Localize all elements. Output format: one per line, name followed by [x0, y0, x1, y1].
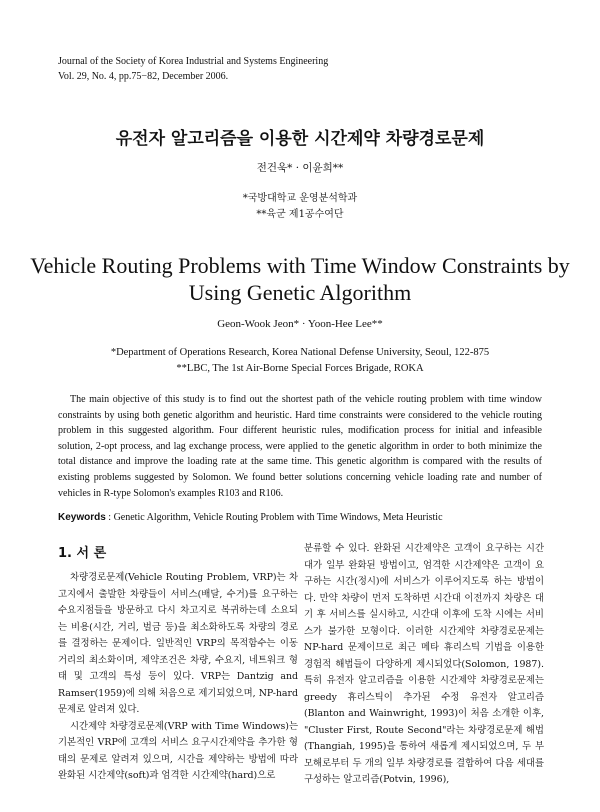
- korean-title: 유전자 알고리즘을 이용한 시간제약 차량경로문제: [115, 129, 485, 149]
- journal-name: Journal of the Society of Korea Industrial and Systems Engineering: [58, 56, 329, 67]
- paragraph: 분류할 수 있다. 완화된 시간제약은 고객이 요구하는 시간대가 일부 완화된 방법이고, 엄격한 시간제약은 고객이 요구하는 시간(정시)에 서비스가 이루어지도록 하는 방법이다. 만약 차량이 먼저 도착하면 시간대 이전까지 차량은 대기 후 서비스를 실시하고, 시간대 이후에 도착 시에는 서비스가 불가한 모형이다. 이러한 시간제약 차량경로문제는 NP-hard 문제이므로 최근 메타 휴리스틱 기법을 이용한 경험적 해법들이 다양하게 제시되었다(Solomon, 1987). 특히 유전자 알고리즘을 이용한 시간제약 차량경로문제는 greedy 휴리스틱이 추가된 수정 유전자 알고리즘(Blanton and Wainwright, 1993)이 처음 소개한 이후, "Cluster First, Route Second"라는 차량경로문제 해법(Thangiah, 1995)을 통하여 새롭게 제시되었으며, 두 부모해로부터 두 개의 일부 차량경로를 결합하여 다음 세대를 구성하는 알고리즘(Potvin, 1996),: [304, 543, 544, 785]
- section-heading: 1. 서 론: [58, 546, 107, 561]
- korean-authors: 전건욱* · 이윤희**: [256, 162, 344, 174]
- korean-affiliation-2: **육군 제1공수여단: [256, 209, 344, 220]
- english-affiliation-1: *Department of Operations Research, Korea National Defense University, Seoul, 122-875: [110, 347, 490, 358]
- english-affiliations: [0, 345, 600, 377]
- english-affiliation-2: **LBC, The 1st Air-Borne Special Forces Brigade, ROKA: [176, 363, 424, 374]
- english-authors: Geon-Wook Jeon* · Yoon-Hee Lee**: [217, 318, 383, 330]
- keywords: [58, 512, 542, 523]
- left-column: [58, 570, 298, 785]
- journal-issue: Vol. 29, No. 4, pp.75−82, December 2006.: [58, 71, 229, 82]
- korean-affiliation-1: *국방대학교 운영분석학과: [242, 193, 358, 204]
- keywords-text: : Genetic Algorithm, Vehicle Routing Problem with Time Windows, Meta Heuristic: [105, 512, 443, 523]
- keywords-label: Keywords: [58, 512, 106, 523]
- english-title: [0, 252, 600, 306]
- abstract: The main objective of this study is to find out the shortest path of the vehicle routing problem with time window constraints by using both genetic algorithm and heuristic. Hard time constraints were considered to the vehicle routing problem in this suggested algorithm. Four different heuristic rules, modification process for initial and infeasible solution, 2-opt process, and lag exchange process, were applied to the genetic algorithm in order to both minimize the total distance and improve the loading rate at the same time. This genetic algorithm is compared with the results of existing problems suggested by Solomon. We found better solutions concerning vehicle loading rate and number of vehicles in R-type Solomon's examples R103 and R106.: [58, 394, 542, 499]
- english-title-line-1: Vehicle Routing Problems with Time Window Constraints by: [30, 253, 570, 278]
- paragraph: 차량경로문제(Vehicle Routing Problem, VRP)는 차고지에서 출발한 차량들이 서비스(배달, 수거)를 요구하는 수요지점들을 방문하고 다시 차고지로 복귀하는데 소요되는 비용(시간, 거리, 벌금 등)을 최소화하도록 차량의 경로를 결정하는 문제이다. 일반적인 VRP의 목적함수는 이동거리의 최소화이며, 제약조건은 차량, 수요지, 네트워크 형태 및 고객의 특성 등이 있다. VRP는 Dantzig and Ramser(1959)에 의해 처음으로 제기되었으며, NP-hard 문제로 알려져 있다.: [58, 572, 298, 715]
- english-title-line-2: Using Genetic Algorithm: [188, 280, 412, 305]
- right-column: [304, 541, 544, 789]
- journal-header: [58, 54, 328, 84]
- korean-affiliations: [0, 191, 600, 223]
- paragraph: 시간제약 차량경로문제(VRP with Time Windows)는 기본적인 VRP에 고객의 서비스 요구시간제약을 추가한 형태의 문제로 알려져 있으며, 시간을 제약하는 방법에 따라 완화된 시간제약(soft)과 엄격한 시간제약(hard)으로: [58, 720, 298, 781]
